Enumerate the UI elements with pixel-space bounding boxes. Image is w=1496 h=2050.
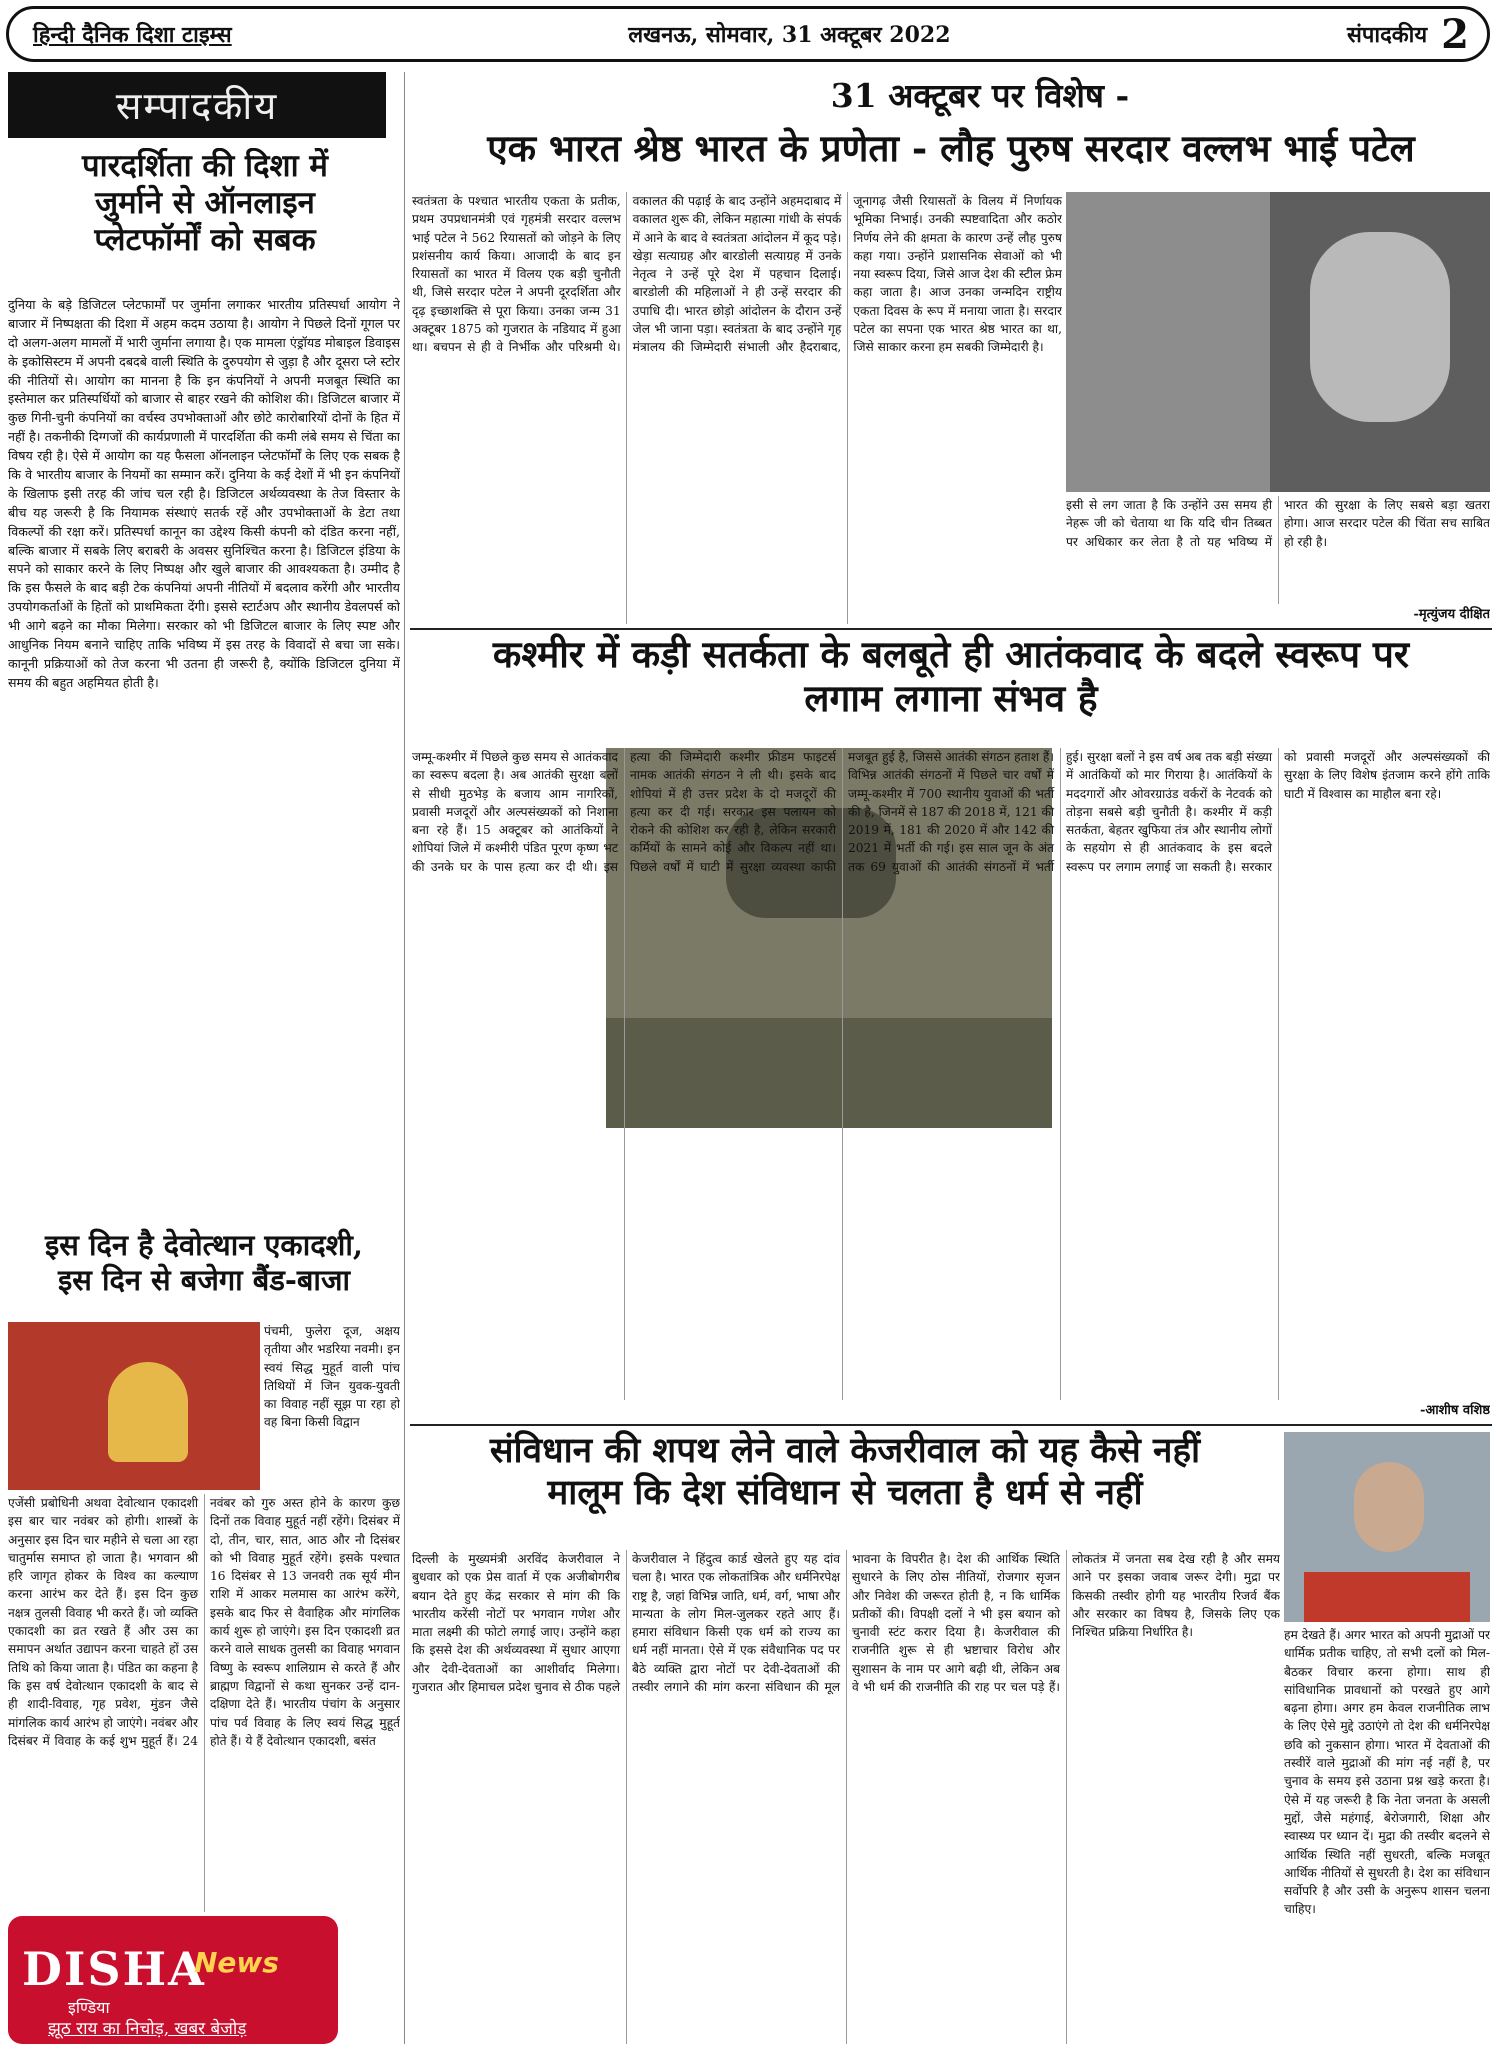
kashmir-headline-line: कश्मीर में कड़ी सतर्कता के बलबूते ही आतंकवाद के बदले स्वरूप पर: [492, 632, 1410, 676]
kejriwal-headline-line: मालूम कि देश संविधान से चलता है धर्म से नहीं: [547, 1472, 1143, 1513]
issue-date: लखनऊ, सोमवार, 31 अक्टूबर 2022: [628, 22, 951, 48]
ekadashi-headline-line: इस दिन से बजेगा बैंड-बाजा: [58, 1262, 350, 1297]
ekadashi-headline: [8, 1228, 400, 1318]
patel-byline: -मृत्युंजय दीक्षित: [1413, 607, 1490, 622]
paper-name: हिन्दी दैनिक दिशा टाइम्स: [33, 22, 232, 48]
logo-sub-text: इण्डिया: [68, 1998, 110, 2017]
logo-news-text: News: [194, 1946, 279, 1979]
section-banner: सम्पादकीय: [8, 72, 386, 138]
editorial-headline: [40, 148, 370, 288]
patel-body-right: इसी से लग जाता है कि उन्होंने उस समय ही नेहरू जी को चेताया था कि यदि चीन तिब्बत पर अधिकार कर लेता है तो यह भविष्य में भारत की सुरक्षा के लिए सबसे बड़ा खतरा होगा। आज सरदार पटेल की चिंता सच साबित हो रही है।: [1066, 498, 1490, 549]
editorial-body: दुनिया के बड़े डिजिटल प्लेटफार्मों पर जुर्माना लगाकर भारतीय प्रतिस्पर्धा आयोग ने बाजार में निष्पक्षता की दिशा में अहम कदम उठाया है। आयोग ने पिछले दिनों गूगल पर दो अलग-अलग मामलों में भारी जुर्माना लगाया है। एक मामला एंड्रॉयड मोबाइल डिवाइस के इकोसिस्टम में अपनी दबदबे वाली स्थिति के दुरुपयोग से जुड़ा है और दूसरा प्ले स्टोर की नीतियों से। आयोग का मानना है कि इन कंपनियों ने अपनी मजबूत स्थिति का इस्तेमाल कर प्रतिस्पर्धियों को बाजार से बाहर रखने की कोशिश की। डिजिटल बाजार में कुछ गिनी-चुनी कंपनियों का वर्चस्व उपभोक्ताओं और छोटे कारोबारियों दोनों के हित में नहीं है। तकनीकी दिग्गजों की कार्यप्रणाली में पारदर्शिता की कमी लंबे समय से चिंता का विषय रही है। ऐसे में आयोग का यह फैसला ऑनलाइन प्लेटफॉर्मों के लिए एक सबक है कि वे भारतीय बाजार के नियमों का सम्मान करें। दुनिया के कई देशों में भी इन कंपनियों के खिलाफ इसी तरह की जांच चल रही है। डिजिटल अर्थव्यवस्था के तेज विस्तार के बीच यह जरूरी है कि नियामक संस्थाएं सतर्क रहें और उपभोक्ताओं के डेटा तथा विकल्पों की रक्षा करें। प्रतिस्पर्धा कानून का उद्देश्य किसी कंपनी को दंडित करना नहीं, बल्कि बाजार में सबके लिए बराबरी के अवसर सुनिश्चित करना है। डिजिटल इंडिया के सपने को साकार करने के लिए निष्पक्ष और खुले बाजार की आवश्यकता है। उम्मीद है कि इस फैसले के बाद बड़ी टेक कंपनियां अपनी नीतियों में बदलाव करेंगी और भारतीय उपयोगकर्ताओं के हितों को प्राथमिकता देंगी। इससे स्टार्टअप और स्थानीय डेवलपर्स को भी आगे बढ़ने का मौका मिलेगा। सरकार को भी डिजिटल बाजार के लिए स्पष्ट और आधुनिक नियम बनाने चाहिए ताकि भविष्य में इस तरह के विवादों से बचा जा सके। कानूनी प्रक्रियाओं को तेज करना भी उतना ही जरूरी है, क्योंकि डिजिटल दुनिया में समय की बहुत अहमियत होती है।: [8, 297, 400, 690]
disha-news-logo: [8, 1916, 338, 2044]
kashmir-headline: [410, 632, 1492, 742]
kashmir-byline: -आशीष वशिष्ठ: [1419, 1403, 1490, 1418]
patel-photo: [1066, 192, 1490, 492]
masthead-right: [1347, 11, 1469, 58]
divider: [410, 1424, 1492, 1426]
editorial-headline-line: पारदर्शिता की दिशा में: [82, 148, 328, 184]
divider: [410, 628, 1492, 630]
kejriwal-body: दिल्ली के मुख्यमंत्री अरविंद केजरीवाल ने बुधवार को एक प्रेस वार्ता में एक अजीबोगरीब बयान देते हुए केंद्र सरकार से मांग की कि भारतीय करेंसी नोटों पर भगवान गणेश और माता लक्ष्मी की फोटो लगाई जाए। उन्होंने कहा कि इससे देश की अर्थव्यवस्था में सुधार आएगा और देवी-देवताओं का आशीर्वाद मिलेगा। गुजरात और हिमाचल प्रदेश चुनाव से ठीक पहले केजरीवाल ने हिंदुत्व कार्ड खेलते हुए यह दांव चला है। भारत एक लोकतांत्रिक और धर्मनिरपेक्ष राष्ट्र है, जहां विभिन्न जाति, धर्म, वर्ग, भाषा और मान्यता के लोग मिल-जुलकर रहते आए हैं। हमारा संविधान किसी एक धर्म को राज्य का धर्म नहीं मानता। ऐसे में एक संवैधानिक पद पर बैठे व्यक्ति द्वारा नोटों पर देवी-देवताओं की तस्वीर लगाने की मांग करना संविधान की मूल भावना के विपरीत है। देश की आर्थिक स्थिति सुधारने के लिए ठोस नीतियों, रोजगार सृजन और निवेश की जरूरत होती है, न कि धार्मिक प्रतीकों की। विपक्षी दलों ने भी इस बयान को चुनावी स्टंट करार दिया है। केजरीवाल की राजनीति शुरू से ही भ्रष्टाचार विरोध और सुशासन के नाम पर आगे बढ़ी थी, लेकिन अब वे भी धर्म की राजनीति की राह पर चल पड़े हैं। लोकतंत्र में जनता सब देख रही है और समय आने पर इसका जवाब जरूर देगी। मुद्रा पर किसकी तस्वीर होगी यह भारतीय रिजर्व बैंक और सरकार का विषय है, जिसके लिए एक निश्चित प्रक्रिया निर्धारित है।: [412, 1552, 1280, 1695]
patel-kicker: 31 अक्टूबर पर विशेष -: [830, 76, 1130, 115]
kejriwal-headline: [410, 1430, 1280, 1546]
page-number: 2: [1441, 10, 1469, 58]
ekadashi-photo: [8, 1322, 260, 1490]
editorial-headline-line: जुर्माने से ऑनलाइन: [95, 185, 315, 222]
kashmir-body: जम्मू-कश्मीर में पिछले कुछ समय से आतंकवाद का स्वरूप बदला है। अब आतंकी सुरक्षा बलों से सीधी मुठभेड़ के बजाय आम नागरिकों, प्रवासी मजदूरों और अल्पसंख्यकों को निशाना बना रहे हैं। 15 अक्टूबर को आतंकियों ने शोपियां जिले में कश्मीरी पंडित पूरण कृष्ण भट की उनके घर के पास हत्या कर दी थी। इस हत्या की जिम्मेदारी कश्मीर फ्रीडम फाइटर्स नामक आतंकी संगठन ने ली थी। इसके बाद शोपियां में ही उत्तर प्रदेश के दो मजदूरों की हत्या कर दी गई। सरकार इस पलायन को रोकने की कोशिश कर रही है, लेकिन सरकारी कर्मियों के सामने कोई और विकल्प नहीं था। पिछले वर्षों में घाटी में सुरक्षा व्यवस्था काफी मजबूत हुई है, जिससे आतंकी संगठन हताश हैं। विभिन्न आतंकी संगठनों में पिछले चार वर्षों में जम्मू-कश्मीर में 700 स्थानीय युवाओं की भर्ती की है, जिनमें से 187 की 2018 में, 121 की 2019 में, 181 की 2020 में और 142 की 2021 में भर्ती की गई। इस साल जून के अंत तक 69 युवाओं की आतंकी संगठनों में भर्ती हुई। सुरक्षा बलों ने इस वर्ष अब तक बड़ी संख्या में आतंकियों को मार गिराया है। आतंकियों के मददगारों और ओवरग्राउंड वर्करों के नेटवर्क को तोड़ना सबसे बड़ी चुनौती है। कश्मीर में कड़ी सतर्कता, बेहतर खुफिया तंत्र और स्थानीय लोगों के सहयोग से ही आतंकवाद के इस बदले स्वरूप पर लगाम लगाई जा सकती है। सरकार को प्रवासी मजदूरों और अल्पसंख्यकों की सुरक्षा के लिए विशेष इंतजाम करने होंगे ताकि घाटी में विश्वास का माहौल बना रहे।: [412, 750, 1490, 874]
kejriwal-headline-line: संविधान की शपथ लेने वाले केजरीवाल को यह कैसे नहीं: [489, 1430, 1201, 1471]
ekadashi-headline-line: इस दिन है देवोत्थान एकादशी,: [45, 1228, 363, 1262]
ekadashi-body: एजेंसी प्रबोधिनी अथवा देवोत्थान एकादशी इस बार चार नवंबर को होगी। शास्त्रों के अनुसार इस दिन चार महीने से चला आ रहा चातुर्मास समाप्त हो जाता है। भगवान श्री हरि जागृत होकर के विश्व का कल्याण करना आरंभ कर देते हैं। इस दिन कुछ नक्षत्र तुलसी विवाह भी करते हैं। जो व्यक्ति एकादशी का व्रत रखते हैं और उस का समापन अर्थात उद्यापन करना चाहते हों उस तिथि को किया जाता है। पंडित का कहना है कि इस वर्ष देवोत्थान एकादशी के बाद से ही शादी-विवाह, गृह प्रवेश, मुंडन जैसे मांगलिक कार्य आरंभ हो जाएंगे। नवंबर और दिसंबर में विवाह के कई शुभ मुहूर्त हैं। 24 नवंबर को गुरु अस्त होने के कारण कुछ दिनों तक विवाह मुहूर्त नहीं रहेंगे। दिसंबर में दो, तीन, चार, सात, आठ और नौ दिसंबर को भी विवाह मुहूर्त रहेंगे। इसके पश्चात 16 दिसंबर से 13 जनवरी तक सूर्य मीन राशि में आकर मलमास का आरंभ करेंगे, इसके बाद फिर से वैवाहिक और मांगलिक कार्य शुरू हो जाएंगे। इस दिन एकादशी व्रत करने वाले साधक तुलसी का विवाह भगवान विष्णु के स्वरूप शालिग्राम से करते हैं और ब्राह्मण विद्वानों से कथा सुनकर उन्हें दान-दक्षिणा देते हैं। भारतीय पंचांग के अनुसार पांच पर्व विवाह के लिए स्वयं सिद्ध मुहूर्त होते हैं। ये हैं देवोत्थान एकादशी, बसंत: [8, 1496, 400, 1748]
kejriwal-photo: [1284, 1432, 1490, 1622]
editorial-headline-line: प्लेटफॉर्मों को सबक: [94, 222, 316, 259]
logo-tagline: झूठ राय का निचोड़, खबर बेजोड़: [48, 2019, 247, 2039]
ekadashi-side-text: पंचमी, फुलेरा दूज, अक्षय तृतीया और भडरिया नवमी। इन स्वयं सिद्ध मुहूर्त वाली पांच तिथियों में जिन युवक-युवती का विवाह नहीं सूझ पा रहा हो वह बिना किसी विद्वान: [264, 1324, 400, 1430]
logo-main-text: DISHA: [22, 1942, 206, 1996]
masthead: [6, 6, 1490, 62]
section-label: संपादकीय: [1347, 22, 1428, 48]
kejriwal-body-right: हम देखते हैं। अगर भारत को अपनी मुद्राओं पर धार्मिक प्रतीक चाहिए, तो सभी दलों को मिल-बैठकर विचार करना होगा। साथ ही सांविधानिक प्रावधानों को परखते हुए आगे बढ़ना होगा। अगर हम केवल राजनीतिक लाभ के लिए ऐसे मुद्दे उठाएंगे तो देश की धर्मनिरपेक्ष छवि को नुकसान होगा। भारत में देवताओं की तस्वीरें वाले मुद्राओं की मांग नई नहीं है, पर चुनाव के समय इसे उठाना प्रश्न खड़े करता है। ऐसे में यह जरूरी है कि नेता जनता के असली मुद्दों, जैसे महंगाई, बेरोजगारी, शिक्षा और स्वास्थ्य पर ध्यान दें। मुद्रा की तस्वीर बदलने से आर्थिक स्थिति नहीं सुधरती, बल्कि मजबूत आर्थिक नीतियों से सुधरती है। देश का संविधान सर्वोपरि है और उसी के अनुरूप शासन चलना चाहिए।: [1284, 1628, 1490, 1917]
patel-headline: एक भारत श्रेष्ठ भारत के प्रणेता - लौह पुरुष सरदार वल्लभ भाई पटेल: [487, 126, 1415, 170]
kashmir-headline-line: लगाम लगाना संभव है: [804, 676, 1098, 721]
column-divider: [404, 72, 405, 2044]
patel-body: स्वतंत्रता के पश्चात भारतीय एकता के प्रतीक, प्रथम उपप्रधानमंत्री एवं गृहमंत्री सरदार वल्लभ भाई पटेल ने 562 रियासतों को जोड़ने के लिए प्रशंसनीय कार्य किया। आजादी के बाद इन रियासतों का भारत में विलय एक बड़ी चुनौती थी, जिसे सरदार पटेल ने अपनी दूरदर्शिता और दृढ़ इच्छाशक्ति से पूरा किया। उनका जन्म 31 अक्टूबर 1875 को गुजरात के नडियाद में हुआ था। बचपन से ही वे निर्भीक और परिश्रमी थे। वकालत की पढ़ाई के बाद उन्होंने अहमदाबाद में वकालत शुरू की, लेकिन महात्मा गांधी के संपर्क में आने के बाद वे स्वतंत्रता आंदोलन में कूद पड़े। खेड़ा सत्याग्रह और बारडोली सत्याग्रह में उनके नेतृत्व ने उन्हें पूरे देश में पहचान दिलाई। बारडोली की महिलाओं ने ही उन्हें सरदार की उपाधि दी। भारत छोड़ो आंदोलन के दौरान उन्हें जेल भी जाना पड़ा। स्वतंत्रता के बाद उन्होंने गृह मंत्रालय की जिम्मेदारी संभाली और हैदराबाद, जूनागढ़ जैसी रियासतों के विलय में निर्णायक भूमिका निभाई। उनकी स्पष्टवादिता और कठोर निर्णय लेने की क्षमता के कारण उन्हें लौह पुरुष कहा गया। उन्होंने प्रशासनिक सेवाओं को भी नया स्वरूप दिया, जिसे आज देश की स्टील फ्रेम कहा जाता है। आज उनका जन्मदिन राष्ट्रीय एकता दिवस के रूप में मनाया जाता है। सरदार पटेल का सपना एक भारत श्रेष्ठ भारत का था, जिसे साकार करना हम सबकी जिम्मेदारी है।: [412, 194, 1062, 355]
